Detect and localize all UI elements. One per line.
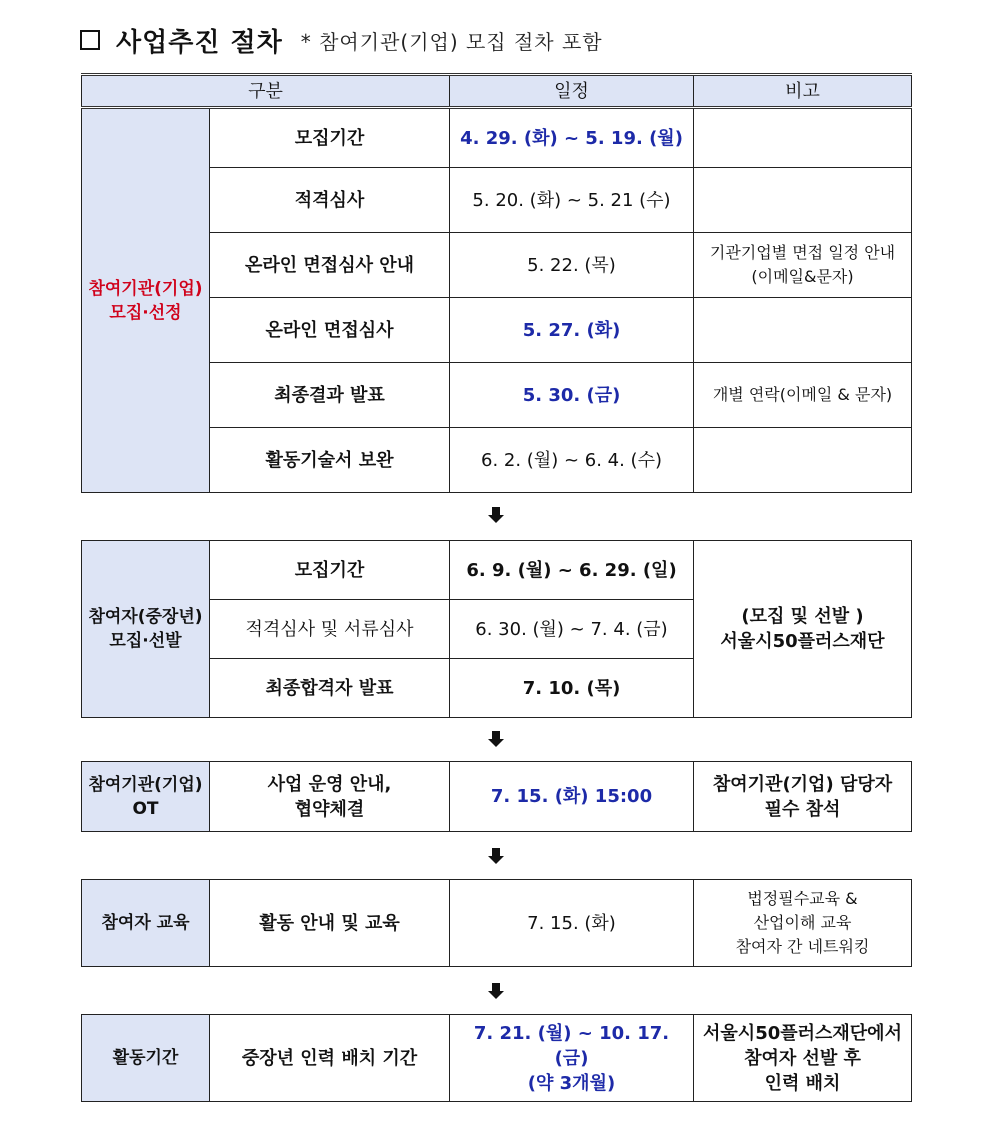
- category-line: OT: [132, 798, 159, 819]
- row-label: 최종결과 발표: [210, 363, 450, 428]
- note-line: 참여자 선발 후: [744, 1047, 861, 1069]
- note-line: 인력 배치: [764, 1072, 841, 1094]
- row-label: 모집기간: [210, 541, 450, 600]
- row-note: [694, 541, 912, 718]
- table-header: [82, 75, 912, 108]
- category-cell: 참여자 교육: [82, 880, 210, 967]
- title-subtitle: * 참여기관(기업) 모집 절차 포함: [300, 29, 603, 54]
- row-date: 5. 22. (목): [450, 233, 694, 298]
- title-main: 사업추진 절차: [116, 27, 283, 58]
- table-row: [82, 880, 912, 967]
- row-date: 5. 20. (화) ~ 5. 21 (수): [450, 168, 694, 233]
- row-note: [694, 168, 912, 233]
- row-label: 최종합격자 발표: [210, 659, 450, 718]
- page-title: [80, 20, 603, 60]
- category-cell: [82, 541, 210, 718]
- checkbox-square-icon: [80, 30, 100, 50]
- label-line: 협약체결: [294, 798, 365, 820]
- row-label: 온라인 면접심사: [210, 298, 450, 363]
- row-note: 기관기업별 면접 일정 안내 (이메일&문자): [694, 233, 912, 298]
- note-line: 참여자 간 네트워킹: [735, 937, 870, 956]
- row-note: [694, 428, 912, 493]
- row-note: [694, 298, 912, 363]
- down-arrow-icon: [487, 506, 505, 524]
- category-cell: 활동기간: [82, 1015, 210, 1102]
- category-line: 모집·선정: [109, 302, 182, 323]
- row-label: 모집기간: [210, 108, 450, 168]
- row-note: [694, 1015, 912, 1102]
- note-line: (모집 및 선발 ): [741, 606, 864, 627]
- row-label: 온라인 면접심사 안내: [210, 233, 450, 298]
- header-category: 구분: [82, 75, 450, 108]
- row-label: 중장년 인력 배치 기간: [210, 1015, 450, 1102]
- header-schedule: 일정: [450, 75, 694, 108]
- label-line: 사업 운영 안내,: [267, 773, 392, 795]
- procedure-table-section1: [81, 73, 912, 493]
- row-date: 6. 9. (월) ~ 6. 29. (일): [450, 541, 694, 600]
- category-cell: [82, 762, 210, 832]
- row-label: 활동기술서 보완: [210, 428, 450, 493]
- row-date: 5. 30. (금): [450, 363, 694, 428]
- date-line: 7. 21. (월) ~ 10. 17. (금): [473, 1022, 670, 1069]
- note-line: 법정필수교육 &: [747, 889, 858, 908]
- row-note: 개별 연락(이메일 & 문자): [694, 363, 912, 428]
- row-label: 활동 안내 및 교육: [210, 880, 450, 967]
- table-row: [82, 108, 912, 168]
- row-date: [450, 1015, 694, 1102]
- header-remarks: 비고: [694, 75, 912, 108]
- row-note: [694, 880, 912, 967]
- note-line: 산업이해 교육: [753, 913, 852, 932]
- row-date: 7. 15. (화): [450, 880, 694, 967]
- down-arrow-icon: [487, 730, 505, 748]
- procedure-table-section4: [81, 879, 912, 967]
- note-line: 참여기관(기업) 담당자: [712, 773, 893, 795]
- note-line: 필수 참석: [764, 798, 841, 820]
- note-line: 서울시50플러스재단에서: [703, 1022, 902, 1044]
- category-line: 모집·선발: [109, 631, 182, 651]
- row-date: 5. 27. (화): [450, 298, 694, 363]
- category-cell: [82, 108, 210, 493]
- row-date: 6. 2. (월) ~ 6. 4. (수): [450, 428, 694, 493]
- down-arrow-icon: [487, 847, 505, 865]
- row-date: 7. 10. (목): [450, 659, 694, 718]
- table-row: [82, 541, 912, 600]
- row-note: [694, 108, 912, 168]
- note-line: 서울시50플러스재단: [720, 631, 885, 652]
- table-row: [82, 762, 912, 832]
- row-date: 6. 30. (월) ~ 7. 4. (금): [450, 600, 694, 659]
- row-label: 적격심사: [210, 168, 450, 233]
- row-date: 4. 29. (화) ~ 5. 19. (월): [450, 108, 694, 168]
- table-row: [82, 1015, 912, 1102]
- procedure-table-section5: [81, 1014, 912, 1102]
- category-line: 참여기관(기업): [88, 774, 203, 795]
- down-arrow-icon: [487, 982, 505, 1000]
- row-note: [694, 762, 912, 832]
- category-line: 참여기관(기업): [88, 278, 203, 299]
- category-line: 참여자(중장년): [88, 607, 203, 627]
- procedure-table-section3: [81, 761, 912, 832]
- row-label: [210, 762, 450, 832]
- date-line: (약 3개월): [527, 1072, 616, 1094]
- row-label: 적격심사 및 서류심사: [210, 600, 450, 659]
- procedure-table-section2: [81, 540, 912, 718]
- row-date: 7. 15. (화) 15:00: [450, 762, 694, 832]
